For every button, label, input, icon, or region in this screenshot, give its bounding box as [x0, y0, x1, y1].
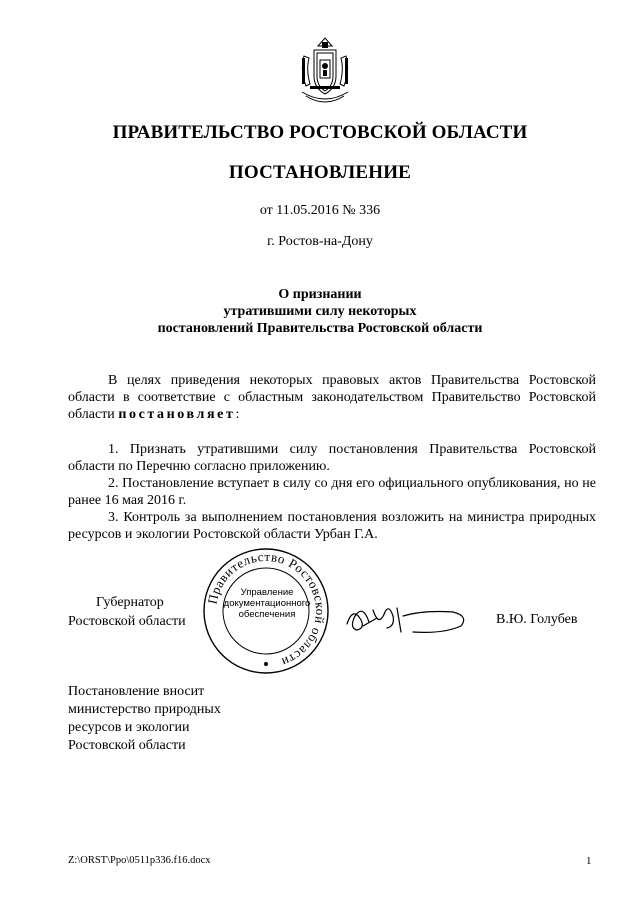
submitted-by-line: ресурсов и экологии: [68, 720, 190, 735]
intro-paragraph: [68, 372, 596, 423]
government-title: ПРАВИТЕЛЬСТВО РОСТОВСКОЙ ОБЛАСТИ: [112, 122, 528, 143]
intro-text: В целях приведения некоторых правовых актов Правительства Ростовской области в соответствие с областным законодательством Правительство Ростовской области: [68, 373, 596, 422]
submitted-by-line: Ростовской области: [68, 738, 186, 753]
seal-ring-text: Правительство Ростовской области: [204, 548, 329, 671]
decree-item: 1. Признать утратившими силу постановления Правительства Ростовской области по Перечню согласно приложению.: [68, 442, 596, 474]
decree-item: 2. Постановление вступает в силу со дня его официального опубликования, но не ранее 16 мая 2016 г.: [68, 476, 596, 508]
document-city: г. Ростов-на-Дону: [267, 234, 373, 249]
decree-items: [68, 441, 596, 543]
decree-item: 3. Контроль за выполнением постановления возложить на министра природных ресурсов и экологии Ростовской области Урбан Г.А.: [68, 510, 596, 542]
subject-line: утратившими силу некоторых: [223, 304, 417, 319]
subject-line: постановлений Правительства Ростовской области: [157, 321, 483, 336]
decree-word: постановляет: [118, 407, 236, 422]
subject-line: О признании: [278, 287, 362, 302]
submitted-by-line: Постановление вносит: [68, 684, 205, 699]
file-path: Z:\ORST\Ppo\0511p336.f16.docx: [68, 855, 211, 866]
seal-inner-text: Управление документационного обеспечения: [223, 587, 311, 620]
submitted-by-note: [68, 683, 221, 755]
signer-name: В.Ю. Голубев: [496, 612, 578, 627]
signer-position-line: Ростовской области: [68, 614, 186, 629]
submitted-by-line: министерство природных: [68, 702, 221, 717]
document-date-number: от 11.05.2016 № 336: [259, 203, 381, 218]
coat-of-arms-icon: [296, 36, 354, 108]
page-number: 1: [586, 855, 592, 867]
document-subject: [0, 286, 640, 337]
signer-position-line: Губернатор: [96, 595, 164, 610]
handwritten-signature: [343, 598, 473, 638]
document-type-title: ПОСТАНОВЛЕНИЕ: [228, 162, 412, 183]
decree-suffix: :: [235, 407, 240, 422]
